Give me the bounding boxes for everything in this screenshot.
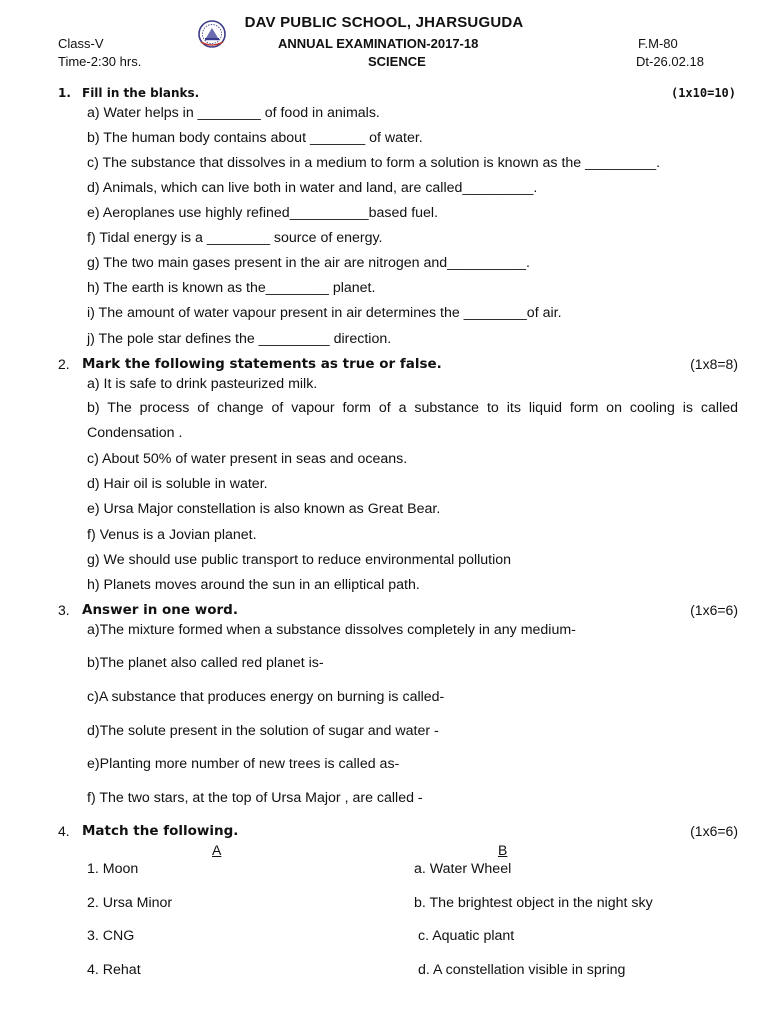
q1-item-g: g) The two main gases present in the air are nitrogen and__________. xyxy=(87,255,530,271)
q1-item-i: i) The amount of water vapour present in air determines the ________of air. xyxy=(87,305,562,321)
q1-item-f: f) Tidal energy is a ________ source of energy. xyxy=(87,230,383,246)
q1-item-c: c) The substance that dissolves in a medium to form a solution is known as the _________. xyxy=(87,155,661,171)
q3-item-d: d)The solute present in the solution of sugar and water - xyxy=(87,723,439,739)
q4-title: Match the following. xyxy=(82,823,239,839)
q2-item-b: b) The process of change of vapour form of a substance to its liquid form on cooling is called Condensation . xyxy=(87,400,738,441)
q2-number: 2. xyxy=(58,356,70,372)
q1-marks: (1x10=10) xyxy=(670,86,736,100)
q4-marks: (1x6=6) xyxy=(690,823,738,839)
q2-item-f: f) Venus is a Jovian planet. xyxy=(87,527,257,543)
match-left-item: 3. CNG xyxy=(87,928,135,944)
match-right-item: d. A constellation visible in spring xyxy=(418,962,626,978)
column-a-heading: A xyxy=(212,842,222,858)
q3-item-b: b)The planet also called red planet is- xyxy=(87,655,324,671)
exam-title: ANNUAL EXAMINATION-2017-18 xyxy=(278,36,479,51)
match-right-item: c. Aquatic plant xyxy=(418,928,515,944)
q3-item-e: e)Planting more number of new trees is called as- xyxy=(87,756,400,772)
class-label: Class-V xyxy=(58,36,104,51)
q3-item-c: c)A substance that produces energy on burning is called- xyxy=(87,689,445,705)
time-label: Time-2:30 hrs. xyxy=(58,54,142,69)
match-left-item: 2. Ursa Minor xyxy=(87,895,173,911)
q3-item-a: a)The mixture formed when a substance dissolves completely in any medium- xyxy=(87,622,576,638)
q1-title: Fill in the blanks. xyxy=(82,86,200,100)
full-marks: F.M-80 xyxy=(638,36,678,51)
q1-item-d: d) Animals, which can live both in water and land, are called_________. xyxy=(87,180,538,196)
match-right-item: b. The brightest object in the night sky xyxy=(414,895,653,911)
q1-item-h: h) The earth is known as the________ planet. xyxy=(87,280,376,296)
q3-title: Answer in one word. xyxy=(82,602,238,618)
q2-item-e: e) Ursa Major constellation is also known as Great Bear. xyxy=(87,501,441,517)
subject-title: SCIENCE xyxy=(368,54,426,69)
q3-marks: (1x6=6) xyxy=(690,602,738,618)
q4-number: 4. xyxy=(58,823,70,839)
q2-item-h: h) Planets moves around the sun in an elliptical path. xyxy=(87,577,420,593)
school-name: DAV PUBLIC SCHOOL, JHARSUGUDA xyxy=(244,14,524,31)
q1-item-e: e) Aeroplanes use highly refined__________based fuel. xyxy=(87,205,439,221)
q2-item-a: a) It is safe to drink pasteurized milk. xyxy=(87,376,318,392)
match-right-item: a. Water Wheel xyxy=(414,861,512,877)
q2-item-c: c) About 50% of water present in seas and oceans. xyxy=(87,451,408,467)
match-left-item: 1. Moon xyxy=(87,861,139,877)
q3-number: 3. xyxy=(58,602,70,618)
q2-item-g: g) We should use public transport to reduce environmental pollution xyxy=(87,552,512,568)
q2-title: Mark the following statements as true or false. xyxy=(82,356,442,372)
match-left-item: 4. Rehat xyxy=(87,962,141,978)
q1-item-b: b) The human body contains about _______ of water. xyxy=(87,130,423,146)
q1-number: 1. xyxy=(58,86,71,100)
q3-item-f: f) The two stars, at the top of Ursa Major , are called - xyxy=(87,790,423,806)
exam-date: Dt-26.02.18 xyxy=(636,54,704,69)
q1-item-j: j) The pole star defines the _________ direction. xyxy=(87,331,392,347)
column-b-heading: B xyxy=(498,842,508,858)
q2-marks: (1x8=8) xyxy=(690,356,738,372)
q2-item-d: d) Hair oil is soluble in water. xyxy=(87,476,268,492)
q1-item-a: a) Water helps in ________ of food in animals. xyxy=(87,105,380,121)
school-logo-icon xyxy=(197,19,227,49)
